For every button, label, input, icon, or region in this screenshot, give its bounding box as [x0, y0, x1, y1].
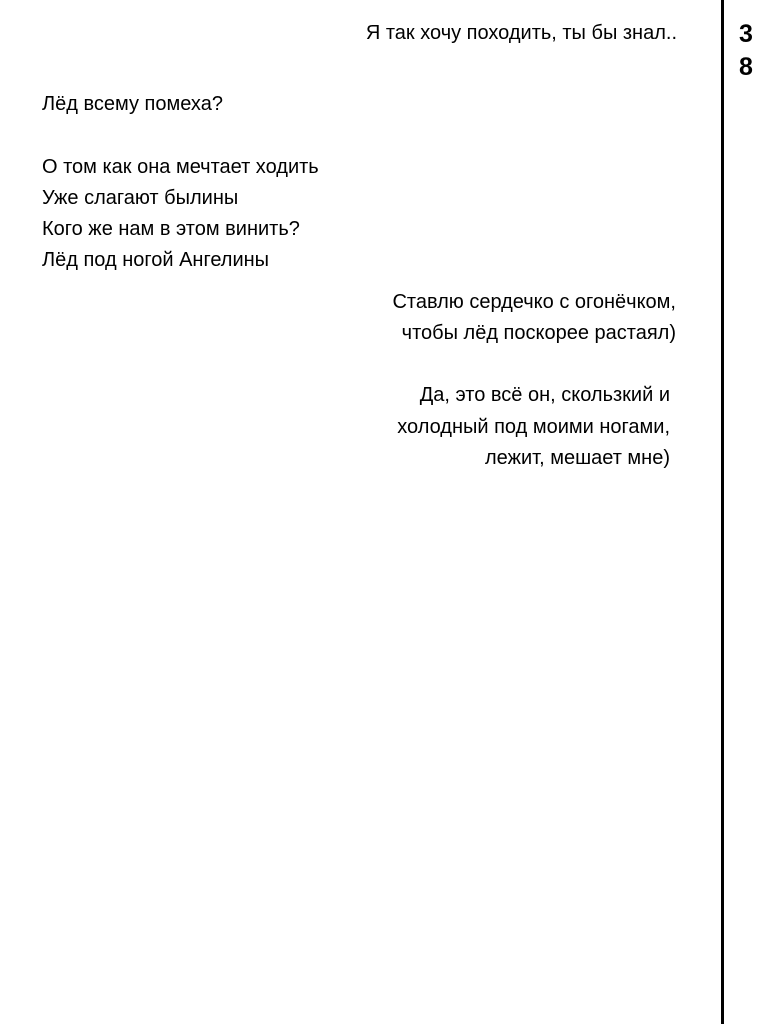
text-line: чтобы лёд поскорее растаял) — [401, 322, 676, 344]
text-line: Я так хочу походить, ты бы знал.. — [365, 22, 677, 44]
page-divider — [721, 0, 724, 1024]
text-line: Да, это всё он, скользкий и — [419, 384, 670, 406]
text-line: Лёд всему помеха? — [42, 93, 223, 115]
text-line: лежит, мешает мне) — [485, 447, 670, 469]
page-number-digit: 3 — [739, 20, 753, 48]
text-line: Уже слагают былины — [42, 187, 239, 209]
page-number-digit: 8 — [739, 53, 753, 81]
page-number — [728, 18, 764, 84]
text-line: Кого же нам в этом винить? — [42, 218, 300, 240]
text-line: О том как она мечтает ходить — [42, 156, 319, 178]
text-line: Лёд под ногой Ангелины — [42, 249, 270, 271]
text-line: холодный под моими ногами, — [397, 416, 670, 438]
text-line: Ставлю сердечко с огонёчком, — [392, 291, 676, 313]
